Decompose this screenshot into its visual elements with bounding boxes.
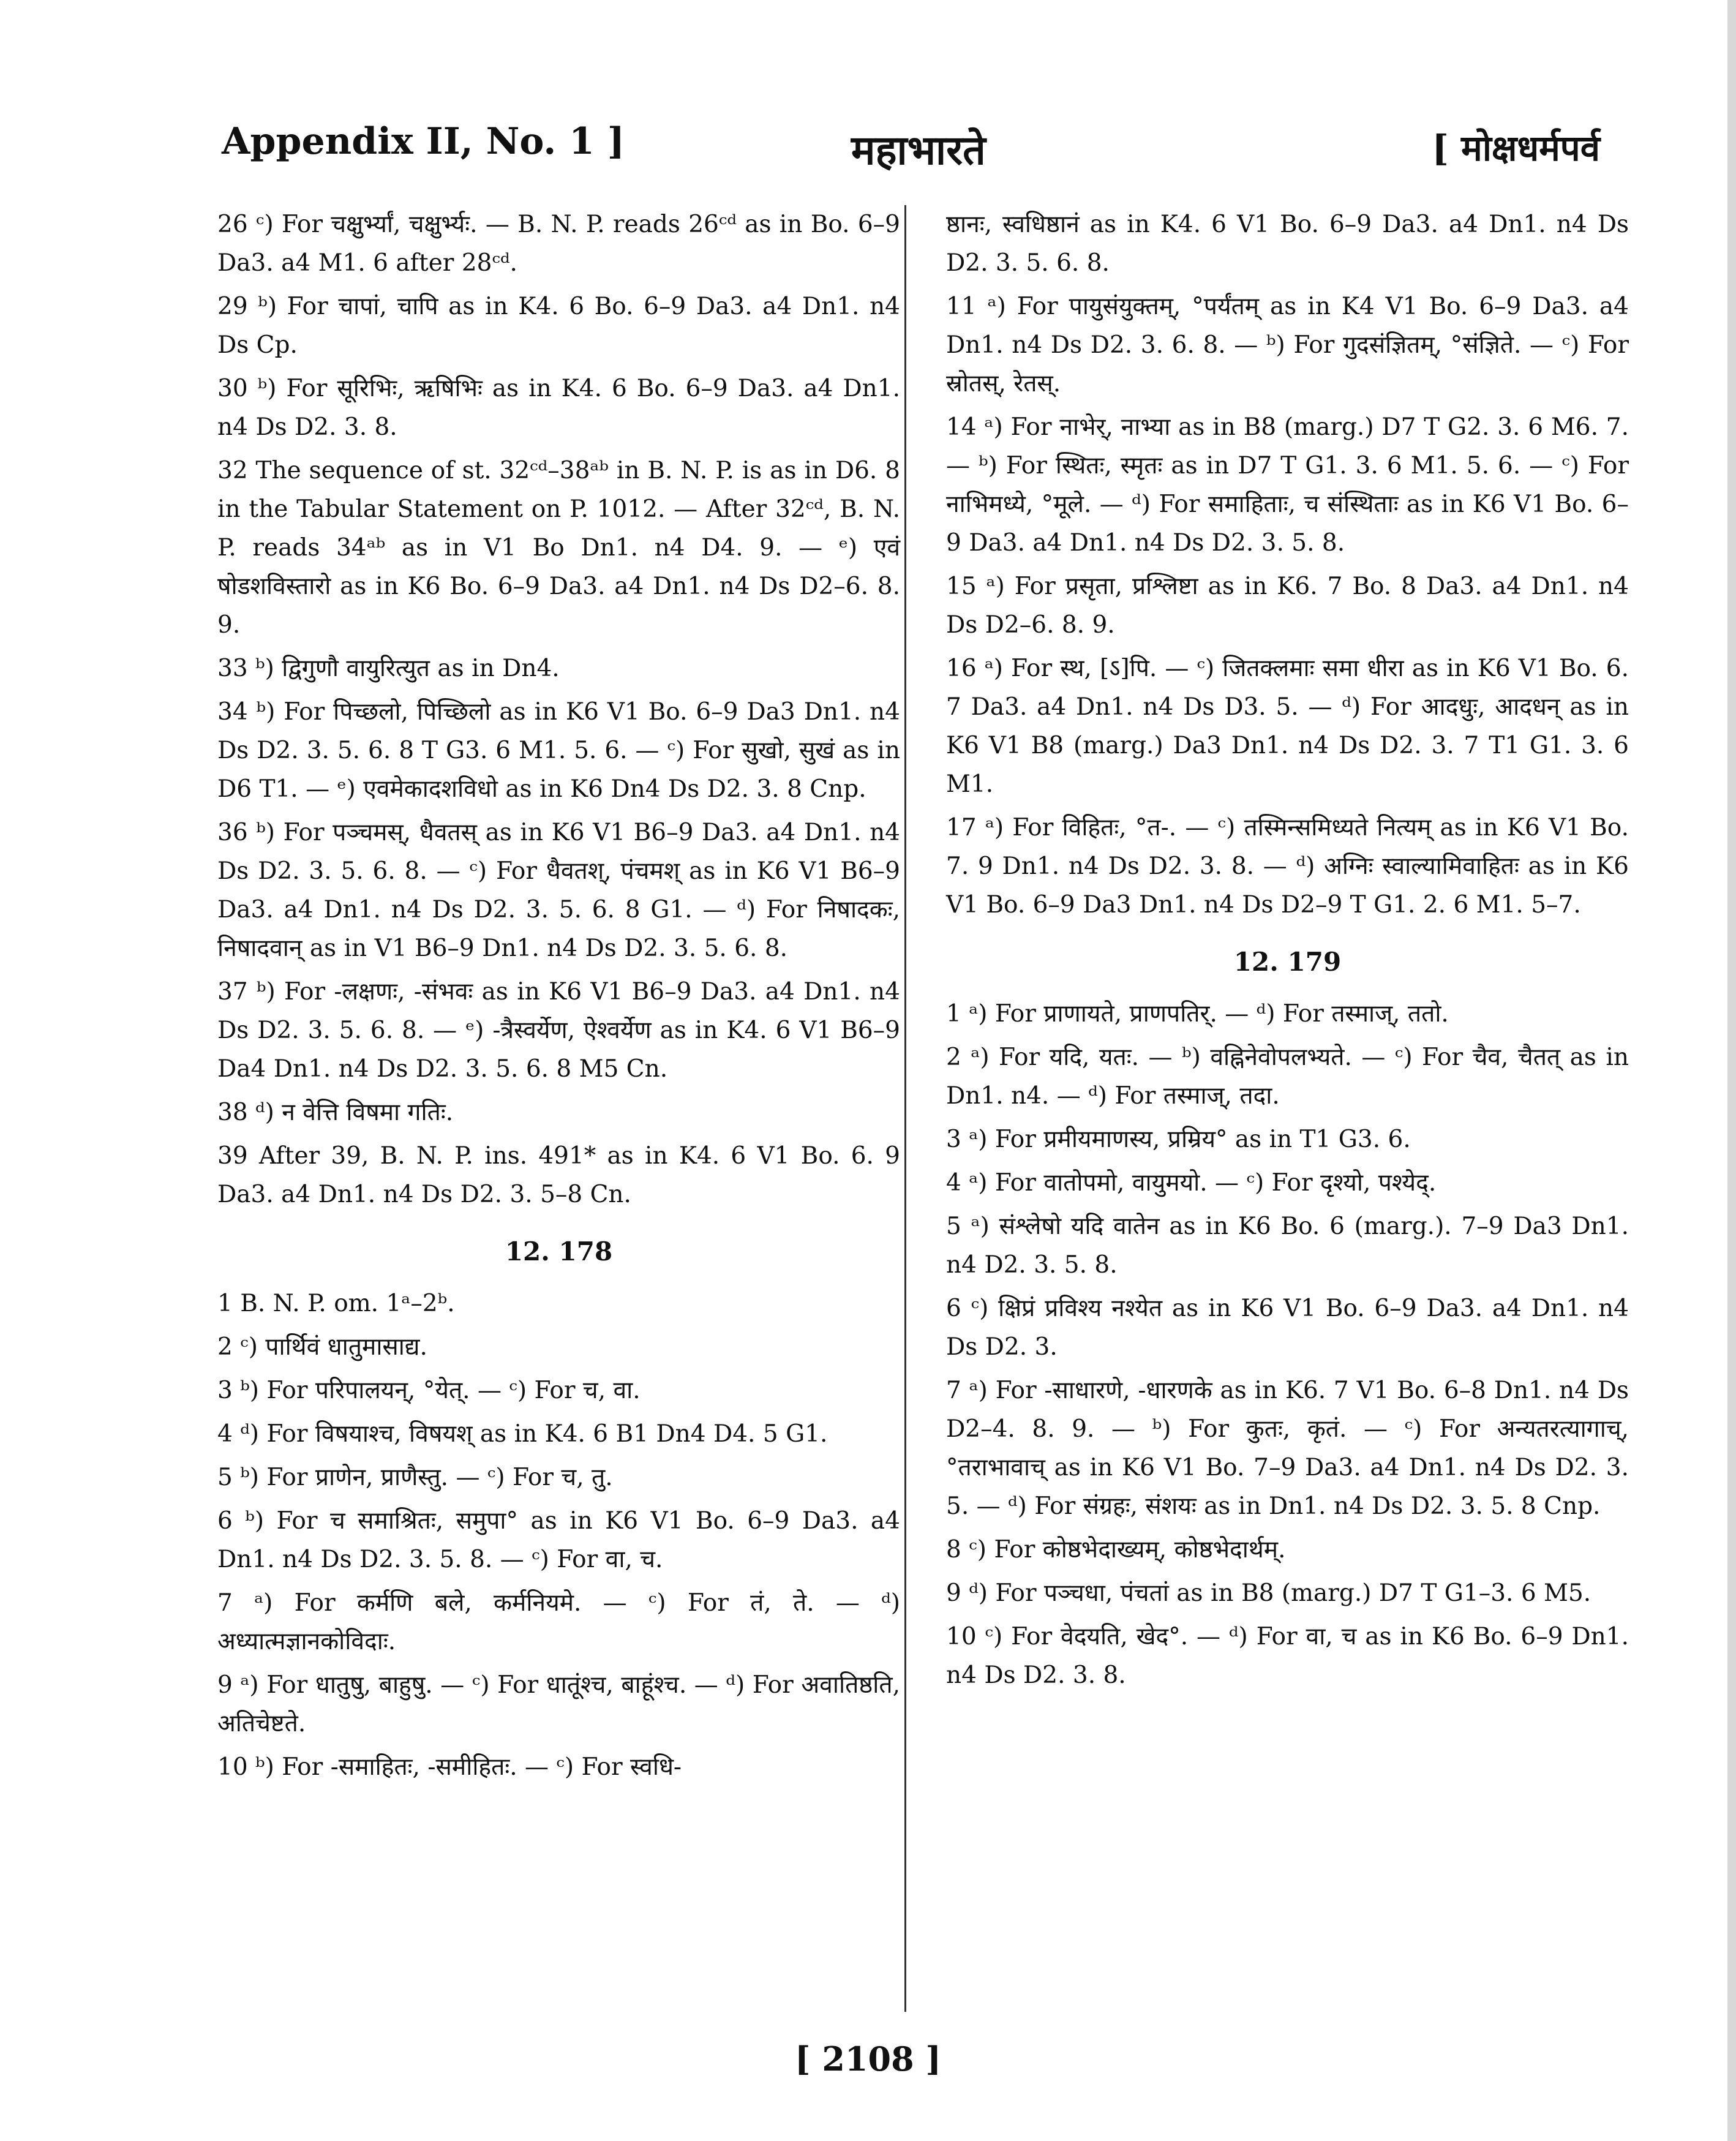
scan-edge — [1727, 0, 1736, 2141]
section-heading-179: 12. 179 — [1233, 947, 1342, 977]
note-entry: 17 ᵃ) For विहितः, °त-. — ᶜ) तस्मिन्समिध्यते नित्यम् as in K6 V1 Bo. 7. 9 Dn1. n4 Ds D2. 3. 8. — ᵈ) अग्निः स्वाल्यामिवाहितः as in K6 V1 Bo. 6–9 Da3 Dn1. n4 Ds D2–9 T G1. 2. 6 M1. 5–7. — [946, 814, 1629, 919]
page-number: [ 2108 ] — [795, 2039, 941, 2079]
note-entry: 32 The sequence of st. 32ᶜᵈ–38ᵃᵇ in B. N. P. is as in D6. 8 in the Tabular Statement on P. 1012. — After 32ᶜᵈ, B. N. P. reads 34ᵃᵇ as in V1 Bo Dn1. n4 D4. 9. — ᵉ) एवं षोडशविस्तारो as in K6 Bo. 6–9 Da3. a4 Dn1. n4 Ds D2–6. 8. 9. — [217, 457, 900, 639]
note-entry: 36 ᵇ) For पञ्चमस्, धैवतस् as in K6 V1 B6–9 Da3. a4 Dn1. n4 Ds D2. 3. 5. 6. 8. — ᶜ) For धैवतश्, पंचमश् as in K6 V1 B6–9 Da3. a4 Dn1. n4 Ds D2. 3. 5. 6. 8 G1. — ᵈ) For निषादकः, निषादवान् as in V1 B6–9 Dn1. n4 Ds D2. 3. 5. 6. 8. — [217, 819, 900, 962]
note-entry: 2 ᶜ) पार्थिवं धातुमासाद्य. — [217, 1333, 427, 1361]
note-entry: 8 ᶜ) For कोष्ठभेदाख्यम्, कोष्ठभेदार्थम्. — [946, 1536, 1286, 1563]
note-entry: 33 ᵇ) द्विगुणौ वायुरित्युत as in Dn4. — [217, 655, 560, 682]
note-entry: 6 ᵇ) For च समाश्रितः, समुपा° as in K6 V1 Bo. 6–9 Da3. a4 Dn1. n4 Ds D2. 3. 5. 8. — ᶜ) For वा, च. — [217, 1507, 900, 1573]
right-column — [946, 205, 1629, 1699]
note-entry: 30 ᵇ) For सूरिभिः, ऋषिभिः as in K4. 6 Bo. 6–9 Da3. a4 Dn1. n4 Ds D2. 3. 8. — [217, 375, 900, 441]
column-rule — [904, 205, 906, 2012]
note-entry: 14 ᵃ) For नाभेर्, नाभ्या as in B8 (marg.) D7 T G2. 3. 6 M6. 7. — ᵇ) For स्थितः, स्मृतः as in D7 T G1. 3. 6 M1. 5. 6. — ᶜ) For नाभिमध्ये, °मूले. — ᵈ) For समाहिताः, च संस्थिताः as in K6 V1 Bo. 6–9 Da3. a4 Dn1. n4 Ds D2. 3. 5. 8. — [946, 413, 1629, 557]
note-entry: 29 ᵇ) For चापां, चापि as in K4. 6 Bo. 6–9 Da3. a4 Dn1. n4 Ds Cp. — [217, 293, 900, 359]
note-entry: 37 ᵇ) For -लक्षणः, -संभवः as in K6 V1 B6–9 Da3. a4 Dn1. n4 Ds D2. 3. 5. 6. 8. — ᵉ) -त्रैस्वर्येण, ऐश्वर्येण as in K4. 6 V1 B6–9 Da4 Dn1. n4 Ds D2. 3. 5. 6. 8 M5 Cn. — [217, 978, 900, 1083]
left-column — [217, 205, 900, 1791]
note-entry: 9 ᵃ) For धातुषु, बाहुषु. — ᶜ) For धातूंश्च, बाहूंश्च. — ᵈ) For अवातिष्ठति, अतिचेष्टते. — [217, 1671, 900, 1737]
note-entry: 3 ᵃ) For प्रमीयमाणस्य, प्रम्रिय° as in T1 G3. 6. — [946, 1126, 1411, 1153]
note-entry: 7 ᵃ) For -साधारणे, -धारणके as in K6. 7 V1 Bo. 6–8 Dn1. n4 Ds D2–4. 8. 9. — ᵇ) For कुतः, कृतं. — ᶜ) For अन्यतरत्यागाच्, °तराभावाच् as in K6 V1 Bo. 7–9 Da3. a4 Dn1. n4 Ds D2. 3. 5. — ᵈ) For संग्रहः, संशयः as in Dn1. n4 Ds D2. 3. 5. 8 Cnp. — [946, 1377, 1629, 1520]
note-entry: 6 ᶜ) क्षिप्रं प्रविश्य नश्येत as in K6 V1 Bo. 6–9 Da3. a4 Dn1. n4 Ds D2. 3. — [946, 1295, 1629, 1361]
note-entry: 1 ᵃ) For प्राणायते, प्राणपतिर्. — ᵈ) For तस्माज्, ततो. — [946, 1000, 1449, 1028]
note-entry: 4 ᵃ) For वातोपमो, वायुमयो. — ᶜ) For दृश्यो, पश्येद्. — [946, 1169, 1437, 1197]
note-entry: 5 ᵇ) For प्राणेन, प्राणैस्तु. — ᶜ) For च, तु. — [217, 1464, 613, 1491]
running-head-title: महाभारते — [851, 126, 986, 174]
note-entry: 5 ᵃ) संश्लेषो यदि वातेन as in K6 Bo. 6 (marg.). 7–9 Da3 Dn1. n4 D2. 3. 5. 8. — [946, 1213, 1629, 1279]
section-heading-178: 12. 178 — [505, 1236, 613, 1266]
note-entry: 2 ᵃ) For यदि, यतः. — ᵇ) वह्निनेवोपलभ्यते. — ᶜ) For चैव, चैतत् as in Dn1. n4. — ᵈ) For तस्माज्, तदा. — [946, 1044, 1629, 1110]
note-entry: ष्ठानः, स्वधिष्ठानं as in K4. 6 V1 Bo. 6–9 Da3. a4 Dn1. n4 Ds D2. 3. 5. 6. 8. — [946, 211, 1629, 277]
note-entry: 10 ᶜ) For वेदयति, खेद°. — ᵈ) For वा, च as in K6 Bo. 6–9 Dn1. n4 Ds D2. 3. 8. — [946, 1623, 1629, 1689]
note-entry: 39 After 39, B. N. P. ins. 491* as in K4. 6 V1 Bo. 6. 9 Da3. a4 Dn1. n4 Ds D2. 3. 5–8 Cn. — [217, 1142, 900, 1208]
note-entry: 4 ᵈ) For विषयाश्च, विषयश् as in K4. 6 B1 Dn4 D4. 5 G1. — [217, 1420, 828, 1448]
note-entry: 10 ᵇ) For -समाहितः, -समीहितः. — ᶜ) For स्वधि- — [217, 1753, 682, 1781]
note-entry: 3 ᵇ) For परिपालयन्, °येत्. — ᶜ) For च, वा. — [217, 1377, 641, 1404]
note-entry: 11 ᵃ) For पायुसंयुक्तम्, °पर्यंतम् as in K4 V1 Bo. 6–9 Da3. a4 Dn1. n4 Ds D2. 3. 6. 8. — ᵇ) For गुदसंज्ञितम्, °संज्ञिते. — ᶜ) For स्रोतस्, रेतस्. — [946, 293, 1629, 397]
running-head-left: Appendix II, No. 1 ] — [222, 120, 625, 163]
note-entry: 38 ᵈ) न वेत्ति विषमा गतिः. — [217, 1099, 454, 1126]
note-entry: 16 ᵃ) For स्थ, [ऽ]पि. — ᶜ) जितक्लमाः समा धीरा as in K6 V1 Bo. 6. 7 Da3. a4 Dn1. n4 Ds D3. 5. — ᵈ) For आदधुः, आदधन् as in K6 V1 B8 (marg.) Da3 Dn1. n4 Ds D2. 3. 7 T1 G1. 3. 6 M1. — [946, 655, 1629, 798]
note-entry: 1 B. N. P. om. 1ᵃ–2ᵇ. — [217, 1290, 455, 1317]
note-entry: 26 ᶜ) For चक्षुर्भ्यां, चक्षुर्भ्यः. — B. N. P. reads 26ᶜᵈ as in Bo. 6–9 Da3. a4 M1. 6 after 28ᶜᵈ. — [217, 211, 900, 277]
note-entry: 15 ᵃ) For प्रसृता, प्रश्लिष्टा as in K6. 7 Bo. 8 Da3. a4 Dn1. n4 Ds D2–6. 8. 9. — [946, 573, 1629, 639]
running-head-right: [ मोक्षधर्मपर्व — [1432, 127, 1600, 169]
note-entry: 7 ᵃ) For कर्मणि बले, कर्मनियमे. — ᶜ) For तं, ते. — ᵈ) अध्यात्मज्ञानकोविदाः. — [217, 1589, 900, 1655]
note-entry: 9 ᵈ) For पञ्चधा, पंचतां as in B8 (marg.) D7 T G1–3. 6 M5. — [946, 1579, 1591, 1607]
note-entry: 34 ᵇ) For पिच्छलो, पिच्छिलो as in K6 V1 Bo. 6–9 Da3 Dn1. n4 Ds D2. 3. 5. 6. 8 T G3. 6 M1. 5. 6. — ᶜ) For सुखो, सुखं as in D6 T1. — ᵉ) एवमेकादशविधो as in K6 Dn4 Ds D2. 3. 8 Cnp. — [217, 698, 900, 803]
